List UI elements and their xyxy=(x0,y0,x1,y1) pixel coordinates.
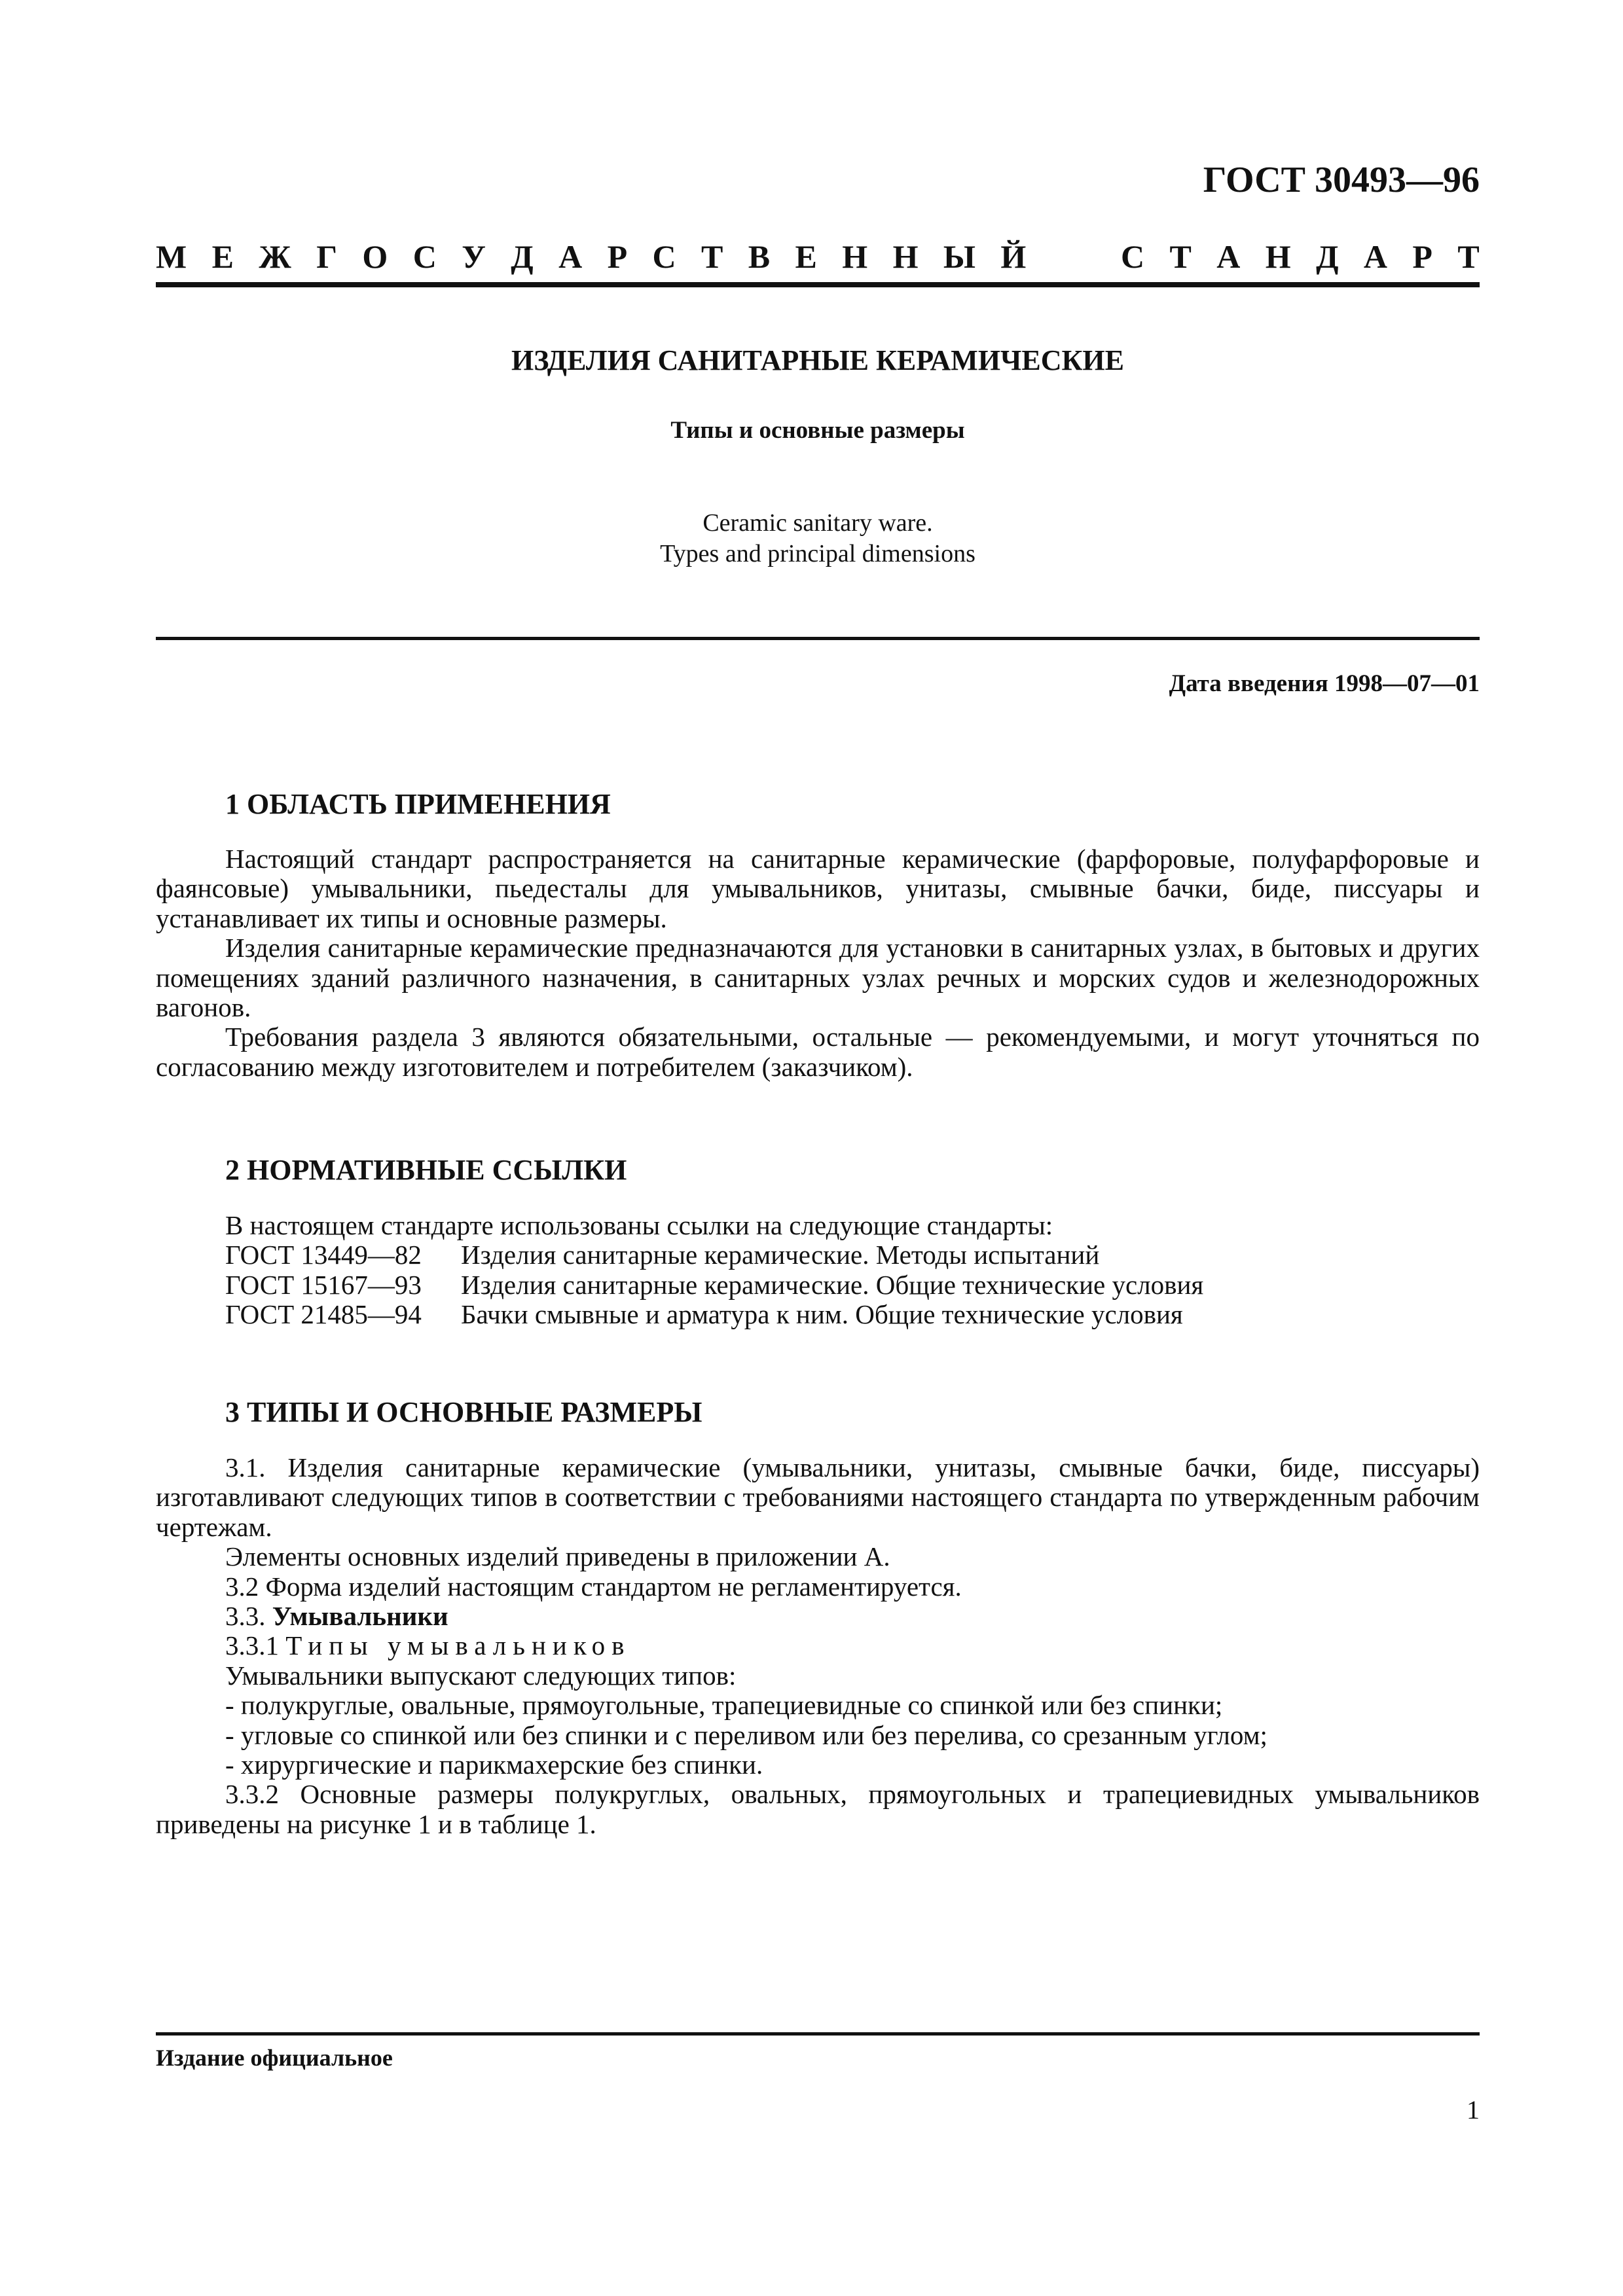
english-title xyxy=(156,508,1480,569)
section-1-paragraph-1: Настоящий стандарт распространяется на санитарные керамические (фарфоровые, полуфарфоровые и фаянсовые) умывальники, пьедесталы для умывальников, унитазы, смывные бачки, биде, писсуары и устанавливает их типы и основные размеры. xyxy=(156,844,1480,933)
section-2-heading: 2 НОРМАТИВНЫЕ ССЫЛКИ xyxy=(225,1154,627,1186)
banner-letter: Д xyxy=(1316,238,1339,275)
banner-letter: Е xyxy=(211,238,234,275)
document-title: ИЗДЕЛИЯ САНИТАРНЫЕ КЕРАМИЧЕСКИЕ xyxy=(511,344,1124,376)
official-edition-label: Издание официальное xyxy=(156,2045,393,2071)
clause-3-3-1-title: Типы умывальников xyxy=(285,1630,631,1661)
clause-3-3-number: 3.3. xyxy=(225,1601,266,1632)
header-rule xyxy=(156,282,1480,287)
english-title-line-1: Ceramic sanitary ware. xyxy=(702,509,933,537)
reference-title: Бачки смывные и арматура к ним. Общие технические условия xyxy=(461,1299,1183,1330)
banner-letter: А xyxy=(1363,238,1387,275)
interstate-standard-banner xyxy=(156,236,1480,278)
banner-letter: Р xyxy=(607,238,628,275)
reference-item xyxy=(156,1270,1480,1300)
banner-letter: Й xyxy=(1000,238,1027,275)
banner-letter: Н xyxy=(842,238,868,275)
section-3-heading: 3 ТИПЫ И ОСНОВНЫЕ РАЗМЕРЫ xyxy=(225,1396,702,1428)
clause-3-1: 3.1. Изделия санитарные керамические (умывальники, унитазы, смывные бачки, биде, писсуары) изготавливают следующих типов в соответствии с требованиями настоящего стандарта по утвержденным рабочим чертежам. xyxy=(156,1452,1480,1542)
banner-letter: Н xyxy=(1265,238,1291,275)
footer-rule xyxy=(156,2032,1480,2036)
document-number: ГОСТ 30493—96 xyxy=(1203,160,1480,200)
banner-letter: У xyxy=(462,238,486,275)
clause-3-3-1 xyxy=(156,1631,1480,1660)
type-list-item: - полукруглые, овальные, прямоугольные, трапециевидные со спинкой или без спинки; xyxy=(225,1690,1223,1721)
type-list-item: - угловые со спинкой или без спинки и с переливом или без перелива, со срезанным углом; xyxy=(225,1719,1267,1750)
banner-letter: Т xyxy=(701,238,723,275)
reference-code: ГОСТ 13449—82 xyxy=(225,1240,422,1270)
banner-letter: Т xyxy=(1169,238,1192,275)
banner-letter: С xyxy=(652,238,676,275)
page-number: 1 xyxy=(1467,2095,1480,2125)
clause-3-2: 3.2 Форма изделий настоящим стандартом не регламентируется. xyxy=(225,1571,962,1602)
banner-letter: А xyxy=(1216,238,1241,275)
banner-letter: С xyxy=(412,238,437,275)
banner-letter: М xyxy=(156,238,187,275)
banner-letter: А xyxy=(558,238,583,275)
banner-letter: Г xyxy=(316,238,337,275)
reference-code: ГОСТ 15167—93 xyxy=(225,1269,422,1300)
introduction-date: Дата введения 1998—07—01 xyxy=(1169,670,1480,697)
clause-3-3-title: Умывальники xyxy=(272,1601,448,1632)
elements-note: Элементы основных изделий приведены в приложении А. xyxy=(225,1541,890,1572)
banner-letter: Ж xyxy=(259,238,291,275)
reference-item xyxy=(156,1240,1480,1270)
banner-letter: Н xyxy=(892,238,919,275)
reference-title: Изделия санитарные керамические. Методы испытаний xyxy=(461,1240,1100,1270)
clause-3-3 xyxy=(156,1602,1480,1631)
section-1-heading: 1 ОБЛАСТЬ ПРИМЕНЕНИЯ xyxy=(225,788,611,820)
banner-letter: Д xyxy=(511,238,534,275)
document-subtitle: Типы и основные размеры xyxy=(670,417,965,444)
banner-letter: В xyxy=(748,238,771,275)
clause-3-3-2: 3.3.2 Основные размеры полукруглых, овальных, прямоугольных и трапециевидных умывальников приведены на рисунке 1 и в таблице 1. xyxy=(156,1779,1480,1839)
reference-item xyxy=(156,1300,1480,1329)
types-intro: Умывальники выпускают следующих типов: xyxy=(225,1660,737,1691)
english-title-line-2: Types and principal dimensions xyxy=(660,540,976,567)
title-rule xyxy=(156,637,1480,640)
section-3-body xyxy=(156,1453,1480,1839)
banner-letter: Е xyxy=(795,238,817,275)
banner-letter: Р xyxy=(1412,238,1432,275)
clause-3-3-1-number: 3.3.1 xyxy=(225,1630,279,1661)
reference-title: Изделия санитарные керамические. Общие технические условия xyxy=(461,1269,1204,1300)
section-1-paragraph-2: Изделия санитарные керамические предназначаются для установки в санитарных узлах, в бытовых и других помещениях зданий различного назначения, в санитарных узлах речных и морских судов и железнодорожных вагонов. xyxy=(156,933,1480,1023)
banner-letter: О xyxy=(362,238,388,275)
reference-code: ГОСТ 21485—94 xyxy=(225,1299,422,1330)
type-list-item: - хирургические и парикмахерские без спинки. xyxy=(225,1749,763,1780)
banner-letter: Т xyxy=(1457,238,1480,275)
section-1-paragraph-3: Требования раздела 3 являются обязательными, остальные — рекомендуемыми, и могут уточняться по согласованию между изготовителем и потребителем (заказчиком). xyxy=(156,1022,1480,1082)
section-1-body xyxy=(156,844,1480,1082)
references-intro: В настоящем стандарте использованы ссылки на следующие стандарты: xyxy=(225,1210,1053,1240)
banner-letter: Ы xyxy=(943,238,976,275)
section-2-body xyxy=(156,1211,1480,1330)
banner-letter: С xyxy=(1121,238,1145,275)
